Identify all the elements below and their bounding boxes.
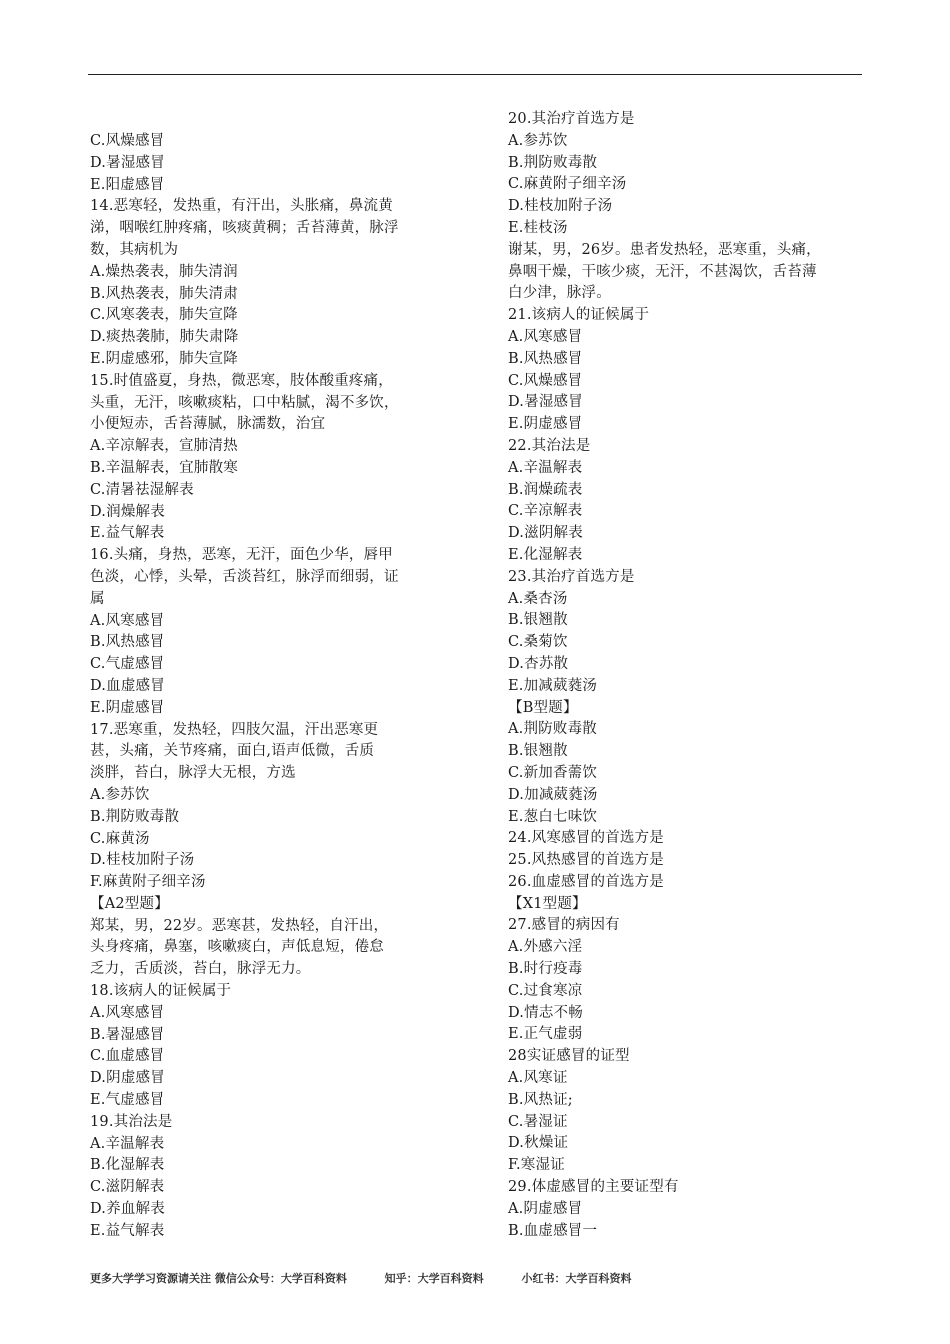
- text-line: A.辛温解表: [508, 459, 583, 476]
- text-line: E.益气解表: [90, 525, 165, 542]
- text-line: 甚，头痛，关节疼痛，面白,语声低微，舌质: [90, 743, 375, 760]
- text-line: B.风热证;: [508, 1091, 573, 1108]
- text-line: C.辛凉解表: [508, 503, 583, 520]
- text-line: F.寒湿证: [508, 1157, 565, 1174]
- text-line: B.血虚感冒一: [508, 1222, 598, 1239]
- text-line: 27.感冒的病因有: [508, 917, 620, 934]
- text-line: C.风寒袭表，肺失宣降: [90, 307, 238, 324]
- text-line: E.桂枝汤: [508, 219, 568, 236]
- text-line: E.气虚感冒: [90, 1092, 165, 1109]
- text-line: B.风热感冒: [90, 634, 165, 651]
- text-line: 24.风寒感冒的首选方是: [508, 830, 664, 847]
- text-line: E.化湿解表: [508, 546, 583, 563]
- text-line: E.益气解表: [90, 1222, 165, 1239]
- text-line: 头重，无汗，咳嗽痰粘，口中粘腻，渴不多饮，: [90, 394, 399, 411]
- footer-zhihu: 知乎：大学百科资料: [384, 1272, 484, 1285]
- text-line: B.暑湿感冒: [90, 1026, 165, 1043]
- text-line: A.辛凉解表，宣肺清热: [90, 438, 238, 455]
- text-line: A.风寒感冒: [90, 612, 165, 629]
- text-line: 数，其病机为: [90, 241, 179, 258]
- text-line: 【B型题】: [508, 699, 578, 716]
- right-column: [508, 109, 870, 1242]
- text-line: B.银翘散: [508, 612, 568, 629]
- text-line: D.杏苏散: [508, 655, 569, 672]
- text-line: B.银翘散: [508, 743, 568, 760]
- text-line: D.暑湿感冒: [508, 394, 583, 411]
- text-line: 色淡，心悸，头晕，舌淡苔红，脉浮而细弱，证: [90, 568, 399, 585]
- text-line: 属: [90, 590, 105, 607]
- page-footer: [90, 1270, 632, 1286]
- text-line: A.桑杏汤: [508, 590, 568, 607]
- text-line: 19.其治法是: [90, 1113, 173, 1130]
- text-line: A.阴虚感冒: [508, 1200, 583, 1217]
- text-line: B.荆防败毒散: [90, 808, 180, 825]
- text-line: 谢某，男，26岁。患者发热轻，恶寒重，头痛，: [508, 241, 821, 258]
- text-line: 20.其治疗首选方是: [508, 111, 635, 127]
- text-line: C.气虚感冒: [90, 656, 165, 673]
- text-line: C.清暑祛湿解表: [90, 481, 194, 498]
- text-line: 【A2型题】: [90, 895, 169, 912]
- text-line: E.阳虚感冒: [90, 176, 165, 193]
- text-line: D.桂枝加附子汤: [90, 852, 195, 869]
- text-line: 26.血虚感冒的首选方是: [508, 873, 664, 890]
- text-line: D.加减葳蕤汤: [508, 786, 598, 803]
- text-line: 头身疼痛，鼻塞，咳嗽痰白，声低息短，倦怠: [90, 939, 384, 956]
- footer-wechat: 更多大学学习资源请关注 微信公众号：大学百科资料: [90, 1272, 347, 1285]
- text-line: C.桑菊饮: [508, 634, 568, 651]
- text-line: 淡胖，苔白，脉浮大无根，方选: [90, 765, 296, 782]
- text-line: C.血虚感冒: [90, 1048, 165, 1065]
- text-line: 【X1型题】: [508, 895, 587, 912]
- text-line: C.新加香薷饮: [508, 764, 598, 781]
- text-line: 29.体虚感冒的主要证型有: [508, 1179, 679, 1196]
- text-line: C.麻黄附子细辛汤: [508, 176, 627, 193]
- text-line: E.阴虚感邪，肺失宣降: [90, 350, 238, 367]
- text-line: C.滋阴解表: [90, 1179, 165, 1196]
- text-line: D.养血解表: [90, 1201, 165, 1218]
- text-line: A.风寒感冒: [508, 328, 583, 345]
- left-column: [90, 131, 462, 1243]
- text-line: B.时行疫毒: [508, 961, 583, 978]
- text-line: C.过食寒凉: [508, 982, 583, 999]
- text-line: D.情志不畅: [508, 1004, 583, 1021]
- text-line: C.麻黄汤: [90, 830, 150, 847]
- text-line: 25.风热感冒的首选方是: [508, 852, 664, 869]
- text-line: F.麻黄附子细辛汤: [90, 874, 206, 891]
- text-line: A.燥热袭表，肺失清润: [90, 263, 238, 280]
- text-line: D.痰热袭肺，肺失肃降: [90, 329, 239, 346]
- text-line: 22.其治法是: [508, 437, 591, 454]
- text-line: C.风燥感冒: [90, 133, 165, 149]
- text-line: 14.恶寒轻，发热重，有汗出，头胀痛，鼻流黄: [90, 198, 393, 215]
- text-line: 18.该病人的证候属于: [90, 983, 232, 1000]
- text-line: 郑某，男，22岁。恶寒甚，发热轻，自汗出，: [90, 917, 389, 934]
- text-line: A.外感六淫: [508, 939, 583, 956]
- text-line: 15.时值盛夏，身热，微恶寒，肢体酸重疼痛，: [90, 372, 393, 389]
- text-line: E.加减葳蕤汤: [508, 677, 598, 694]
- text-line: 21.该病人的证候属于: [508, 307, 650, 324]
- text-line: B.辛温解表，宜肺散寒: [90, 459, 238, 476]
- text-line: 28实证感冒的证型: [508, 1048, 630, 1065]
- text-line: A.风寒证: [508, 1070, 568, 1087]
- text-line: B.润燥疏表: [508, 481, 583, 498]
- text-line: D.滋阴解表: [508, 525, 583, 542]
- text-line: B.化湿解表: [90, 1157, 165, 1174]
- text-line: A.参苏饮: [508, 132, 568, 149]
- header-rule: [88, 74, 862, 75]
- text-line: D.阴虚感冒: [90, 1070, 165, 1087]
- text-line: A.参苏饮: [90, 786, 150, 803]
- text-line: 乏力，舌质淡，苔白，脉浮无力。: [90, 961, 311, 978]
- text-line: E.阴虚感冒: [90, 699, 165, 716]
- text-line: E.正气虚弱: [508, 1026, 583, 1043]
- footer-xiaohongshu: 小红书：大学百科资料: [521, 1272, 632, 1285]
- text-line: 白少津，脉浮。: [508, 285, 611, 302]
- text-line: B.风热感冒: [508, 350, 583, 367]
- text-line: 鼻咽干燥，干咳少痰，无汗，不甚渴饮，舌苔薄: [508, 263, 817, 280]
- text-line: 涕，咽喉红肿疼痛，咳痰黄稠；舌苔薄黄，脉浮: [90, 220, 399, 237]
- text-line: D.秋燥证: [508, 1135, 569, 1152]
- text-line: D.桂枝加附子汤: [508, 198, 613, 215]
- text-line: D.润燥解表: [90, 503, 165, 520]
- text-line: E.阴虚感冒: [508, 416, 583, 433]
- text-line: B.风热袭表，肺失清肃: [90, 285, 238, 302]
- text-line: 23.其治疗首选方是: [508, 568, 635, 585]
- text-line: A.辛温解表: [90, 1135, 165, 1152]
- text-line: C.风燥感冒: [508, 372, 583, 389]
- text-line: D.暑湿感冒: [90, 154, 165, 171]
- text-line: 17.恶寒重，发热轻，四肢欠温，汗出恶寒更: [90, 721, 379, 738]
- text-line: E.葱白七味饮: [508, 808, 598, 825]
- text-line: A.风寒感冒: [90, 1004, 165, 1021]
- text-line: B.荆防败毒散: [508, 154, 598, 171]
- text-line: 小便短赤，舌苔薄腻，脉濡数，治宜: [90, 416, 326, 433]
- text-line: C.暑湿证: [508, 1113, 568, 1130]
- text-line: 16.头痛，身热，恶寒，无汗，面色少华，唇甲: [90, 547, 393, 564]
- text-line: A.荆防败毒散: [508, 721, 597, 738]
- text-line: D.血虚感冒: [90, 677, 165, 694]
